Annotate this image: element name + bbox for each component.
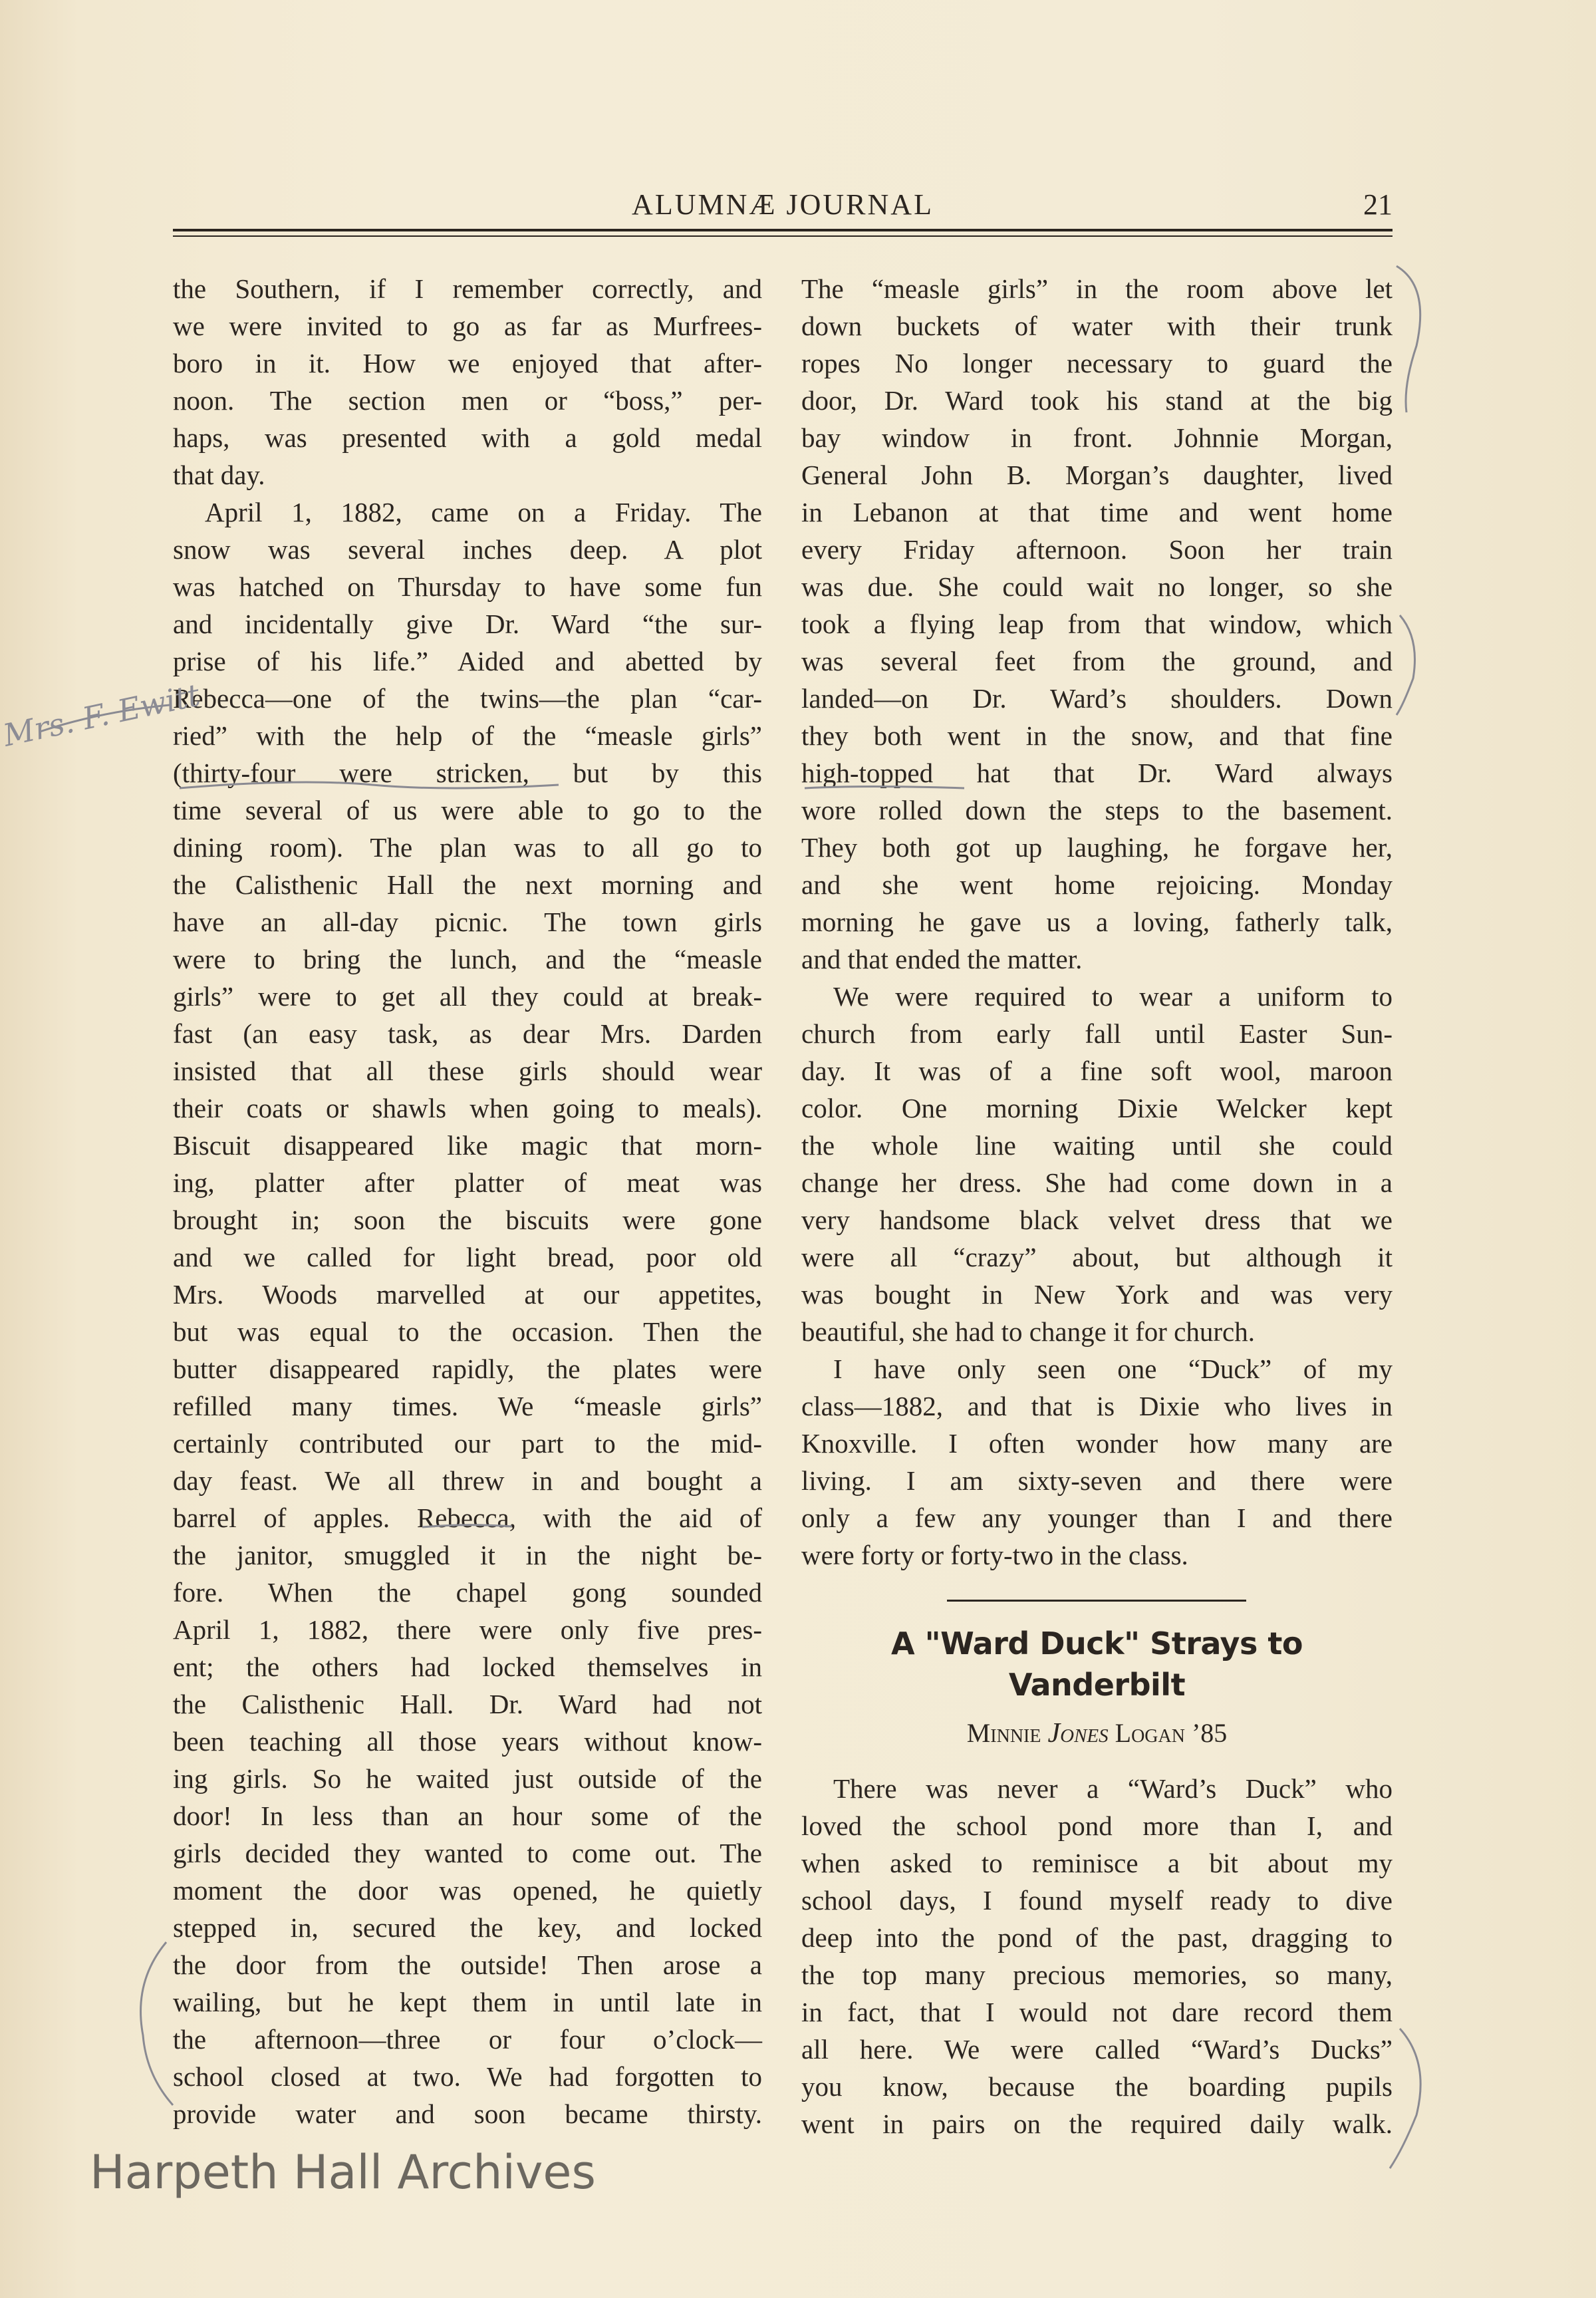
- text-line: the janitor, smuggled it in the night be-: [173, 1540, 762, 1570]
- text-line: girls decided they wanted to come out. The: [173, 1838, 762, 1868]
- text-line: the Calisthenic Hall. Dr. Ward had not: [173, 1689, 762, 1719]
- text-line: door! In less than an hour some of the: [173, 1800, 762, 1831]
- text-line: Rebecca—one of the twins—the plan “car-: [173, 683, 762, 714]
- text-line: but was equal to the occasion. Then the: [173, 1316, 762, 1347]
- text-line: fast (an easy task, as dear Mrs. Darden: [173, 1018, 762, 1049]
- text-line: I have only seen one “Duck” of my: [833, 1354, 1393, 1384]
- text-line: ried” with the help of the “measle girls”: [173, 720, 762, 751]
- text-line: change her dress. She had come down in a: [801, 1167, 1393, 1198]
- text-line: refilled many times. We “measle girls”: [173, 1391, 762, 1421]
- text-line: when asked to reminisce a bit about my: [801, 1848, 1393, 1878]
- text-line: They both got up laughing, he forgave her,: [801, 832, 1393, 863]
- journal-title: ALUMNÆ JOURNAL: [632, 188, 934, 221]
- text-line: stepped in, secured the key, and locked: [173, 1912, 762, 1943]
- text-line: in Lebanon at that time and went home: [801, 497, 1393, 527]
- text-line: and incidentally give Dr. Ward “the sur-: [173, 609, 762, 639]
- text-line: Mrs. Woods marvelled at our appetites,: [173, 1279, 762, 1310]
- byline-last: Logan ’85: [1115, 1718, 1228, 1748]
- text-line: ropes No longer necessary to guard the: [801, 348, 1393, 378]
- text-line: very handsome black velvet dress that we: [801, 1205, 1393, 1235]
- text-line: haps, was presented with a gold medal: [173, 422, 762, 453]
- text-line: deep into the pond of the past, dragging to: [801, 1922, 1393, 1953]
- text-line: high-topped hat that Dr. Ward always: [801, 758, 1393, 788]
- text-line: Biscuit disappeared like magic that morn-: [173, 1130, 762, 1161]
- bracket-left-bottom: [141, 1942, 173, 2105]
- text-line: only a few any younger than I and there: [801, 1503, 1393, 1533]
- handwritten-margin-note: Mrs. F. Ewitt: [0, 676, 203, 754]
- text-line: their coats or shawls when going to meals).: [173, 1093, 762, 1123]
- text-line: boro in it. How we enjoyed that after-: [173, 348, 762, 378]
- text-line: morning he gave us a loving, fatherly talk,: [801, 907, 1393, 937]
- text-line: (thirty-four were stricken, but by this: [173, 758, 762, 788]
- text-line: that day.: [173, 460, 265, 490]
- text-line: they both went in the snow, and that fine: [801, 720, 1393, 751]
- text-line: class—1882, and that is Dixie who lives in: [801, 1391, 1393, 1421]
- text-line: all here. We were called “Ward’s Ducks”: [801, 2034, 1393, 2065]
- text-line: April 1, 1882, there were only five pres-: [173, 1614, 762, 1645]
- text-line: was bought in New York and was very: [801, 1279, 1393, 1310]
- text-line: and that ended the matter.: [801, 944, 1083, 974]
- text-line: loved the school pond more than I, and: [801, 1810, 1393, 1841]
- text-line: the whole line waiting until she could: [801, 1130, 1393, 1161]
- text-line: down buckets of water with their trunk: [801, 311, 1393, 341]
- article-title-line1: A "Ward Duck" Strays to: [890, 1626, 1303, 1661]
- text-line: bay window in front. Johnnie Morgan,: [801, 422, 1393, 453]
- text-line: There was never a “Ward’s Duck” who: [833, 1773, 1393, 1804]
- text-line: ing, platter after platter of meat was: [173, 1167, 762, 1198]
- text-line: The “measle girls” in the room above let: [801, 273, 1393, 304]
- byline-first: Minnie: [966, 1718, 1041, 1748]
- text-line: was several feet from the ground, and: [801, 646, 1393, 676]
- text-line: the top many precious memories, so many,: [801, 1959, 1393, 1990]
- underline-rebecca: [422, 1525, 512, 1527]
- text-line: and we called for light bread, poor old: [173, 1242, 762, 1272]
- text-line: day feast. We all threw in and bought a: [173, 1465, 762, 1496]
- text-line: living. I am sixty-seven and there were: [801, 1465, 1393, 1496]
- text-line: General John B. Morgan’s daughter, lived: [801, 460, 1393, 490]
- text-line: wore rolled down the steps to the basement.: [801, 795, 1393, 825]
- text-line: girls” were to get all they could at break-: [173, 981, 762, 1012]
- text-line: were forty or forty-two in the class.: [801, 1540, 1188, 1570]
- text-line: color. One morning Dixie Welcker kept: [801, 1093, 1393, 1123]
- text-line: landed—on Dr. Ward’s shoulders. Down: [801, 683, 1393, 714]
- text-line: brought in; soon the biscuits were gone: [173, 1205, 762, 1235]
- text-line: door, Dr. Ward took his stand at the big: [801, 385, 1393, 416]
- bracket-right-top: [1396, 266, 1420, 412]
- text-line: every Friday afternoon. Soon her train: [801, 534, 1393, 565]
- text-line: you know, because the boarding pupils: [801, 2071, 1393, 2102]
- text-line: moment the door was opened, he quietly: [173, 1875, 762, 1906]
- text-line: day. It was of a fine soft wool, maroon: [801, 1056, 1393, 1086]
- bracket-right-mid: [1396, 615, 1415, 715]
- text-line: in fact, that I would not dare record them: [801, 1997, 1393, 2027]
- text-line: was hatched on Thursday to have some fun: [173, 571, 762, 602]
- underline-high-topped: [805, 787, 964, 789]
- text-line: and she went home rejoicing. Monday: [801, 869, 1393, 900]
- article-title-line2: Vanderbilt: [1008, 1667, 1186, 1703]
- underline-thirty-four: [180, 782, 559, 788]
- text-line: certainly contributed our part to the mid-: [173, 1428, 762, 1459]
- text-line: school closed at two. We had forgotten to: [173, 2061, 762, 2092]
- text-line: the door from the outside! Then arose a: [173, 1949, 762, 1980]
- text-line: butter disappeared rapidly, the plates were: [173, 1354, 762, 1384]
- text-line: beautiful, she had to change it for church.: [801, 1316, 1255, 1347]
- text-line: have an all-day picnic. The town girls: [173, 907, 762, 937]
- text-line: Knoxville. I often wonder how many are: [801, 1428, 1393, 1459]
- text-line: We were required to wear a uniform to: [833, 981, 1393, 1012]
- text-line: snow was several inches deep. A plot: [173, 534, 762, 565]
- text-line: the Calisthenic Hall the next morning and: [173, 869, 762, 900]
- text-line: barrel of apples. Rebecca, with the aid of: [173, 1503, 762, 1533]
- text-line: were all “crazy” about, but although it: [801, 1242, 1393, 1272]
- text-line: school days, I found myself ready to dive: [801, 1885, 1393, 1916]
- text-line: ent; the others had locked themselves in: [173, 1652, 762, 1682]
- text-line: dining room). The plan was to all go to: [173, 832, 762, 863]
- text-line: wailing, but he kept them in until late in: [173, 1987, 762, 2017]
- text-line: fore. When the chapel gong sounded: [173, 1577, 762, 1608]
- bracket-right-bottom: [1390, 2029, 1420, 2168]
- text-line: April 1, 1882, came on a Friday. The: [205, 497, 762, 527]
- text-line: the Southern, if I remember correctly, and: [173, 273, 762, 304]
- text-line: been teaching all those years without know-: [173, 1726, 762, 1757]
- text-line: prise of his life.” Aided and abetted by: [173, 646, 762, 676]
- text-line: took a flying leap from that window, which: [801, 609, 1393, 639]
- text-line: we were invited to go as far as Murfrees-: [173, 311, 762, 341]
- text-line: time several of us were able to go to the: [173, 795, 762, 825]
- text-line: the afternoon—three or four o’clock—: [173, 2024, 762, 2055]
- byline-middle: Jones: [1047, 1718, 1109, 1749]
- text-line: was due. She could wait no longer, so she: [801, 571, 1393, 602]
- text-line: provide water and soon became thirsty.: [173, 2098, 762, 2129]
- text-line: went in pairs on the required daily walk.: [801, 2108, 1393, 2139]
- archive-watermark: Harpeth Hall Archives: [90, 2145, 596, 2200]
- text-line: noon. The section men or “boss,” per-: [173, 385, 762, 416]
- text-line: insisted that all these girls should wear: [173, 1056, 762, 1086]
- text-line: were to bring the lunch, and the “measle: [173, 944, 762, 974]
- text-line: church from early fall until Easter Sun-: [801, 1018, 1393, 1049]
- page-number: 21: [1363, 188, 1393, 221]
- text-line: ing girls. So he waited just outside of the: [173, 1763, 762, 1794]
